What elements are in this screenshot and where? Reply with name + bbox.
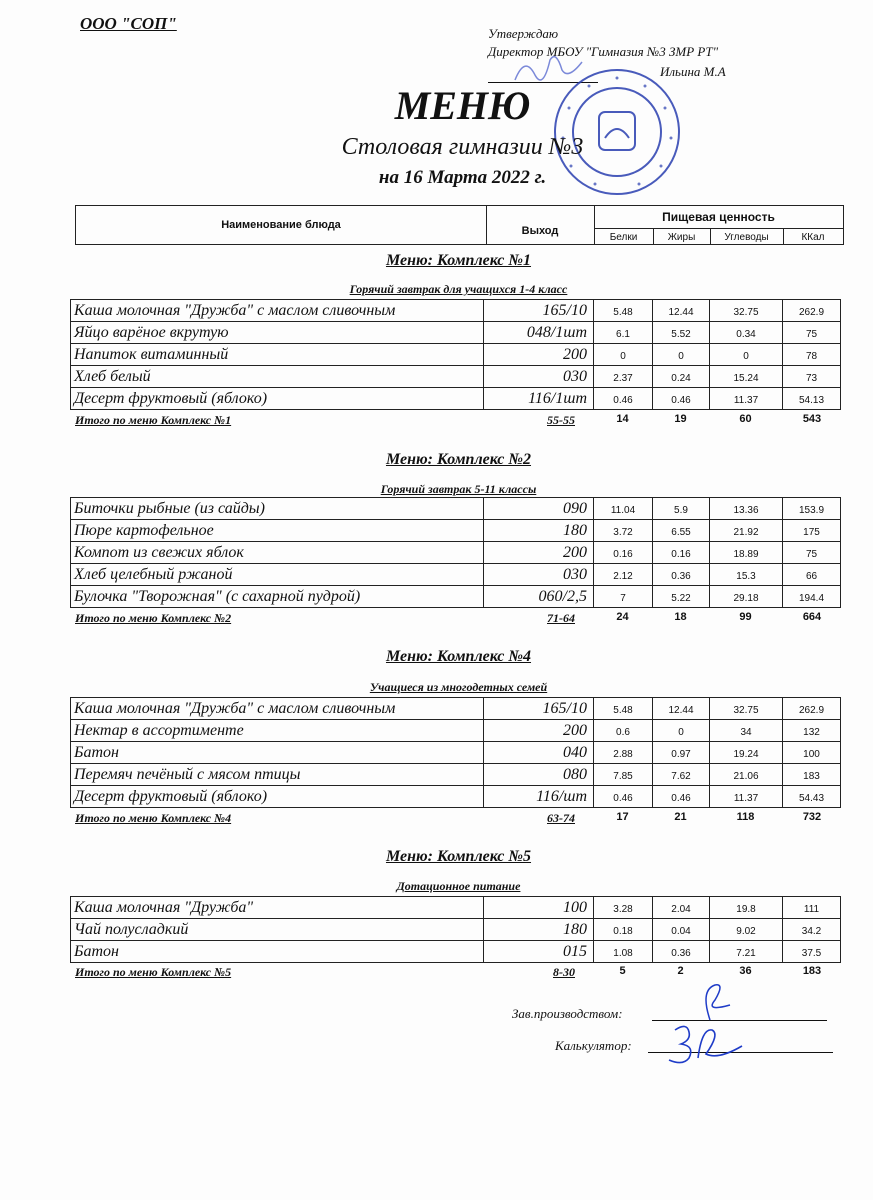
table-row [71,941,841,963]
total-fats: 18 [674,611,687,623]
dish-output: 040 [484,742,594,763]
dish-proteins: 3.72 [594,520,653,541]
dish-kcal: 175 [783,520,841,541]
dish-proteins: 0.6 [594,720,653,741]
dish-proteins: 3.28 [594,897,653,918]
table-row [71,322,841,344]
dish-kcal: 75 [783,322,841,343]
header-dish: Наименование блюда [221,219,341,231]
dish-kcal: 78 [783,344,841,365]
total-carbs: 60 [739,413,752,425]
dish-carbs: 34 [710,720,783,741]
dish-name: Нектар в ассортименте [71,720,484,741]
section-title: Меню: Комплекс №5 [385,848,532,865]
dish-name: Десерт фруктовый (яблоко) [71,388,484,409]
dish-carbs: 21.06 [710,764,783,785]
dish-kcal: 153.9 [783,498,841,519]
dish-output: 200 [484,720,594,741]
dish-output: 180 [484,520,594,541]
dish-kcal: 111 [783,897,841,918]
section-title: Меню: Комплекс №4 [385,648,532,665]
dish-kcal: 66 [783,564,841,585]
dish-kcal: 75 [783,542,841,563]
dish-name: Каша молочная "Дружба" с маслом сливочным [71,300,484,321]
table-row [71,742,841,764]
dish-proteins: 1.08 [594,941,653,962]
dish-name: Хлеб целебный ржаной [71,564,484,585]
dish-proteins: 2.12 [594,564,653,585]
dish-name: Напиток витаминный [71,344,484,365]
dish-output: 180 [484,919,594,940]
table-row [71,542,841,564]
section-total [75,611,840,627]
total-carbs: 118 [736,811,755,823]
total-kcal: 543 [802,413,822,425]
dish-name: Компот из свежих яблок [71,542,484,563]
total-output: 55-55 [547,413,575,427]
dish-kcal: 100 [783,742,841,763]
dish-fats: 5.9 [653,498,710,519]
dish-name: Перемяч печёный с мясом птицы [71,764,484,785]
table-row [71,720,841,742]
table-row [71,786,841,808]
calculator-signature-icon [650,1018,760,1068]
dish-proteins: 7.85 [594,764,653,785]
dish-carbs: 18.89 [710,542,783,563]
section-subtitle: Горячий завтрак для учащихся 1-4 класс [349,282,568,296]
dish-fats: 6.55 [653,520,710,541]
dish-output: 165/10 [484,300,594,321]
dish-output: 116/1шт [484,388,594,409]
total-label: Итого по меню Комплекс №4 [75,811,232,825]
dish-fats: 0 [653,720,710,741]
dish-carbs: 19.24 [710,742,783,763]
dish-fats: 0.24 [653,366,710,387]
dish-proteins: 7 [594,586,653,607]
section-total [75,811,840,827]
dish-carbs: 32.75 [710,698,783,719]
dish-carbs: 29.18 [710,586,783,607]
dish-fats: 5.22 [653,586,710,607]
dish-name: Десерт фруктовый (яблоко) [71,786,484,807]
section-title: Меню: Комплекс №2 [385,451,532,468]
total-kcal: 664 [802,611,822,623]
menu-table [70,299,841,410]
dish-fats: 0.36 [653,941,710,962]
dish-fats: 0.04 [653,919,710,940]
total-fats: 21 [674,811,687,823]
dish-name: Чай полусладкий [71,919,484,940]
total-output: 63-74 [547,811,575,825]
menu-date: на 16 Марта 2022 г. [378,167,547,188]
dish-carbs: 9.02 [710,919,783,940]
dish-carbs: 0 [710,344,783,365]
dish-output: 030 [484,564,594,585]
dish-carbs: 11.37 [710,388,783,409]
calculator-label: Калькулятор: [555,1038,632,1053]
dish-carbs: 19.8 [710,897,783,918]
total-label: Итого по меню Комплекс №2 [75,611,232,625]
table-row [71,520,841,542]
dish-fats: 5.52 [653,322,710,343]
menu-table [70,697,841,808]
dish-kcal: 262.9 [783,698,841,719]
dish-carbs: 32.75 [710,300,783,321]
menu-table-header [75,205,844,245]
header-kcal: ККал [801,231,825,243]
dish-proteins: 5.48 [594,698,653,719]
dish-name: Каша молочная "Дружба" [71,897,484,918]
table-row [71,698,841,720]
total-label: Итого по меню Комплекс №5 [75,965,232,979]
table-row [71,586,841,608]
dish-kcal: 73 [783,366,841,387]
dish-output: 165/10 [484,698,594,719]
dish-proteins: 5.48 [594,300,653,321]
dish-output: 060/2,5 [484,586,594,607]
section-total [75,965,840,981]
dish-output: 090 [484,498,594,519]
header-fats: Жиры [667,231,696,243]
table-row [71,300,841,322]
section-subtitle: Учащиеся из многодетных семей [369,680,548,694]
dish-kcal: 194.4 [783,586,841,607]
dish-output: 200 [484,542,594,563]
dish-output: 080 [484,764,594,785]
header-proteins: Белки [609,231,638,243]
dish-fats: 12.44 [653,698,710,719]
total-proteins: 24 [616,611,629,623]
dish-output: 100 [484,897,594,918]
table-row [71,919,841,941]
dish-fats: 2.04 [653,897,710,918]
dish-carbs: 21.92 [710,520,783,541]
total-proteins: 17 [616,811,629,823]
dish-proteins: 6.1 [594,322,653,343]
dish-carbs: 13.36 [710,498,783,519]
section-title: Меню: Комплекс №1 [385,252,532,269]
total-carbs: 36 [739,965,752,977]
dish-carbs: 15.3 [710,564,783,585]
dish-fats: 12.44 [653,300,710,321]
dish-carbs: 0.34 [710,322,783,343]
total-label: Итого по меню Комплекс №1 [75,413,232,427]
table-row [71,366,841,388]
dish-proteins: 2.88 [594,742,653,763]
approval-signer: Ильина М.А [660,64,726,79]
dish-name: Биточки рыбные (из сайды) [71,498,484,519]
dish-name: Булочка "Творожная" (с сахарной пудрой) [71,586,484,607]
table-row [71,564,841,586]
total-output: 71-64 [547,611,575,625]
dish-proteins: 11.04 [594,498,653,519]
company-name: ООО "СОП" [80,14,177,33]
dish-output: 116/шт [484,786,594,807]
table-row [71,764,841,786]
dish-kcal: 54.43 [783,786,841,807]
dish-output: 048/1шт [484,322,594,343]
section-total [75,413,840,429]
dish-output: 030 [484,366,594,387]
dish-kcal: 54.13 [783,388,841,409]
total-proteins: 5 [619,965,626,977]
page-subtitle: Столовая гимназии №3 [341,134,584,160]
menu-table [70,896,841,963]
dish-kcal: 37.5 [783,941,841,962]
dish-proteins: 0.46 [594,786,653,807]
dish-kcal: 183 [783,764,841,785]
dish-carbs: 7.21 [710,941,783,962]
total-fats: 19 [674,413,687,425]
menu-table [70,497,841,608]
production-manager-label: Зав.производством: [512,1006,623,1021]
dish-output: 015 [484,941,594,962]
section-subtitle: Горячий завтрак 5-11 классы [380,482,537,496]
table-row [71,498,841,520]
dish-fats: 0.46 [653,388,710,409]
dish-fats: 7.62 [653,764,710,785]
dish-fats: 0.16 [653,542,710,563]
dish-output: 200 [484,344,594,365]
total-output: 8-30 [553,965,575,979]
total-kcal: 183 [802,965,822,977]
total-kcal: 732 [802,811,822,823]
total-carbs: 99 [739,611,752,623]
dish-proteins: 0.18 [594,919,653,940]
dish-kcal: 132 [783,720,841,741]
dish-fats: 0 [653,344,710,365]
approval-heading: Утверждаю [488,26,559,41]
dish-name: Каша молочная "Дружба" с маслом сливочным [71,698,484,719]
total-proteins: 14 [616,413,629,425]
page-title: МЕНЮ [394,83,531,128]
dish-carbs: 11.37 [710,786,783,807]
dish-proteins: 2.37 [594,366,653,387]
dish-proteins: 0 [594,344,653,365]
dish-name: Яйцо варёное вкрутую [71,322,484,343]
dish-fats: 0.36 [653,564,710,585]
dish-name: Пюре картофельное [71,520,484,541]
dish-name: Хлеб белый [71,366,484,387]
approval-director: Директор МБОУ "Гимназия №3 ЗМР РТ" [488,44,719,59]
header-nutrition: Пищевая ценность [662,210,775,224]
dish-proteins: 0.46 [594,388,653,409]
header-carbs: Углеводы [724,231,769,243]
dish-kcal: 262.9 [783,300,841,321]
table-row [71,388,841,410]
table-row [71,897,841,919]
dish-name: Батон [71,941,484,962]
header-output: Выход [521,225,559,237]
dish-carbs: 15.24 [710,366,783,387]
table-row [71,344,841,366]
dish-proteins: 0.16 [594,542,653,563]
dish-fats: 0.97 [653,742,710,763]
dish-fats: 0.46 [653,786,710,807]
section-subtitle: Дотационное питание [396,879,521,893]
dish-kcal: 34.2 [783,919,841,940]
total-fats: 2 [677,965,684,977]
dish-name: Батон [71,742,484,763]
